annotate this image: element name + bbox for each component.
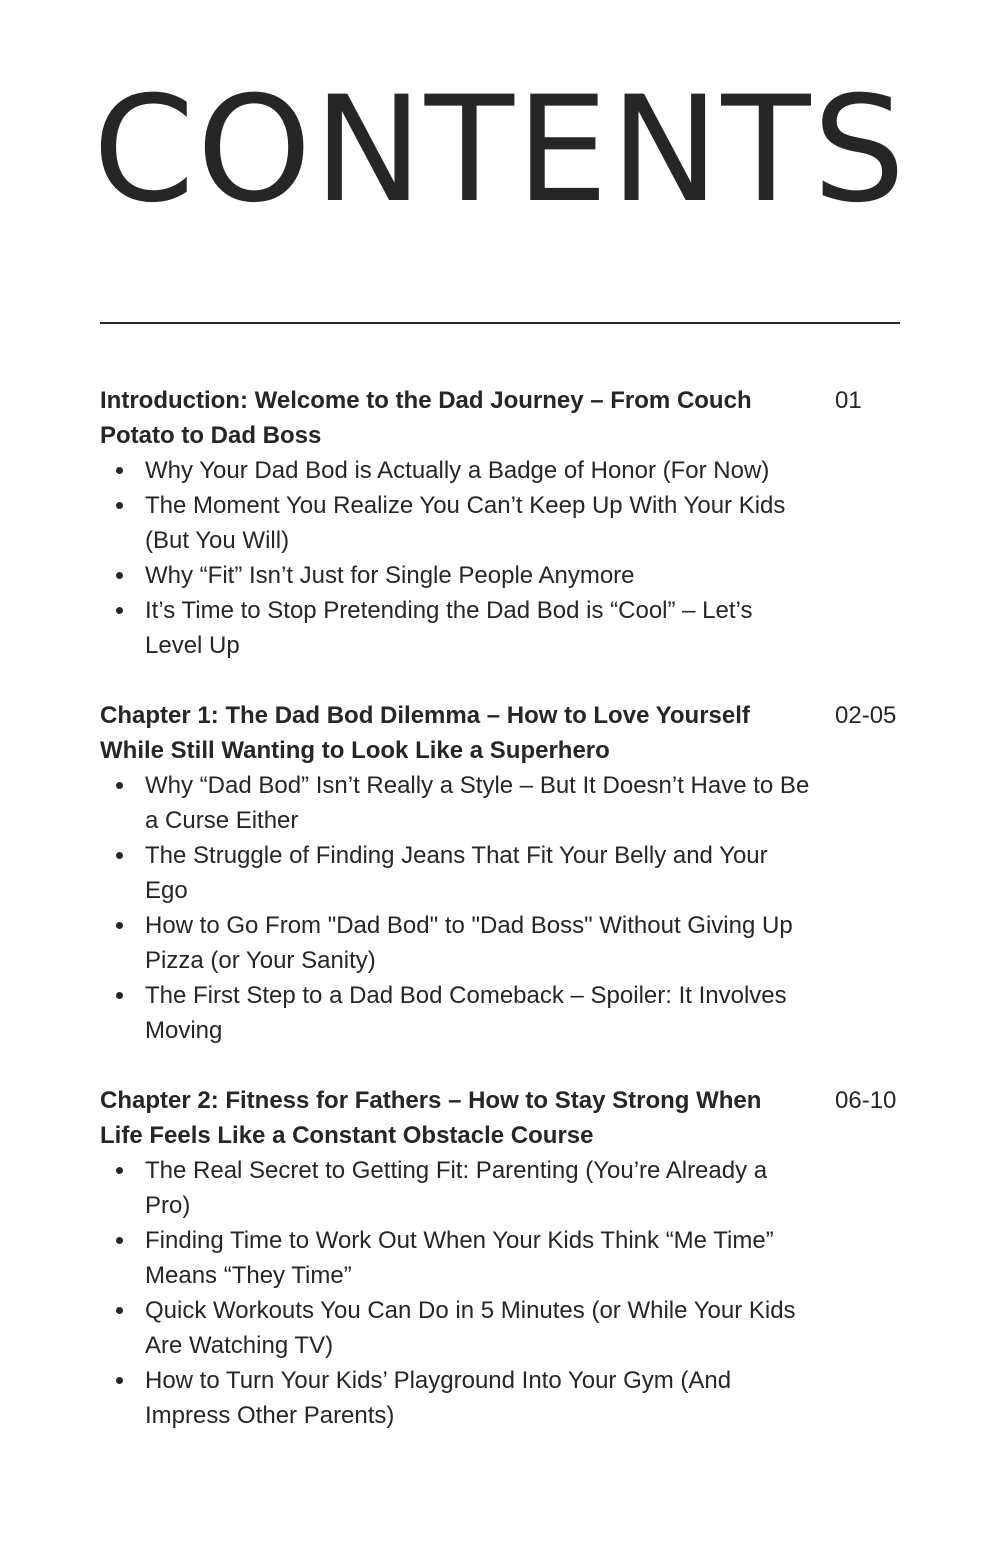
list-item-text: Why Your Dad Bod is Actually a Badge of Honor (For Now) (145, 457, 770, 484)
page-number: 06-10 (835, 1087, 897, 1114)
list-item (100, 908, 810, 978)
subtopic-list (100, 1153, 920, 1433)
section-heading: Chapter 1: The Dad Bod Dilemma – How to Love Yourself While Still Wanting to Look Like a Superhero (100, 702, 750, 764)
bullet-icon (116, 502, 123, 509)
list-item-text: Why “Dad Bod” Isn’t Really a Style – But It Doesn’t Have to Be a Curse Either (145, 772, 810, 834)
page-title: CONTENTS (92, 65, 908, 235)
list-item-text: How to Go From "Dad Bod" to "Dad Boss" Without Giving Up Pizza (or Your Sanity) (145, 912, 793, 974)
table-of-contents (100, 383, 920, 1468)
list-item (100, 1223, 810, 1293)
list-item (100, 593, 810, 663)
list-item (100, 978, 810, 1048)
list-item (100, 488, 810, 558)
bullet-icon (116, 1377, 123, 1384)
list-item (100, 1153, 810, 1223)
divider-line (100, 322, 900, 324)
list-item-text: The Real Secret to Getting Fit: Parenting (You’re Already a Pro) (145, 1157, 768, 1219)
list-item (100, 453, 810, 488)
bullet-icon (116, 782, 123, 789)
bullet-icon (116, 992, 123, 999)
list-item (100, 768, 810, 838)
list-item-text: The Moment You Realize You Can’t Keep Up With Your Kids (But You Will) (145, 492, 786, 554)
toc-section-introduction (100, 383, 920, 663)
list-item-text: The First Step to a Dad Bod Comeback – Spoiler: It Involves Moving (145, 982, 787, 1044)
section-heading: Introduction: Welcome to the Dad Journey – From Couch Potato to Dad Boss (100, 387, 752, 449)
bullet-icon (116, 467, 123, 474)
bullet-icon (116, 922, 123, 929)
list-item-text: It’s Time to Stop Pretending the Dad Bod is “Cool” – Let’s Level Up (145, 597, 753, 659)
toc-section-chapter-1 (100, 698, 920, 1048)
bullet-icon (116, 852, 123, 859)
list-item-text: Finding Time to Work Out When Your Kids Think “Me Time” Means “They Time” (145, 1227, 774, 1289)
bullet-icon (116, 1237, 123, 1244)
toc-section-chapter-2 (100, 1083, 920, 1433)
page-number: 02-05 (835, 702, 897, 729)
list-item (100, 838, 810, 908)
list-item (100, 558, 810, 593)
page-number: 01 (835, 387, 862, 414)
list-item-text: How to Turn Your Kids’ Playground Into Your Gym (And Impress Other Parents) (145, 1367, 732, 1429)
list-item-text: Quick Workouts You Can Do in 5 Minutes (or While Your Kids Are Watching TV) (145, 1297, 796, 1359)
bullet-icon (116, 1167, 123, 1174)
bullet-icon (116, 572, 123, 579)
subtopic-list (100, 453, 920, 663)
list-item-text: Why “Fit” Isn’t Just for Single People Anymore (145, 562, 635, 589)
subtopic-list (100, 768, 920, 1048)
list-item (100, 1293, 810, 1363)
list-item (100, 1363, 810, 1433)
list-item-text: The Struggle of Finding Jeans That Fit Your Belly and Your Ego (145, 842, 768, 904)
section-heading: Chapter 2: Fitness for Fathers – How to Stay Strong When Life Feels Like a Constant Obstacle Course (100, 1087, 762, 1149)
bullet-icon (116, 1307, 123, 1314)
bullet-icon (116, 607, 123, 614)
